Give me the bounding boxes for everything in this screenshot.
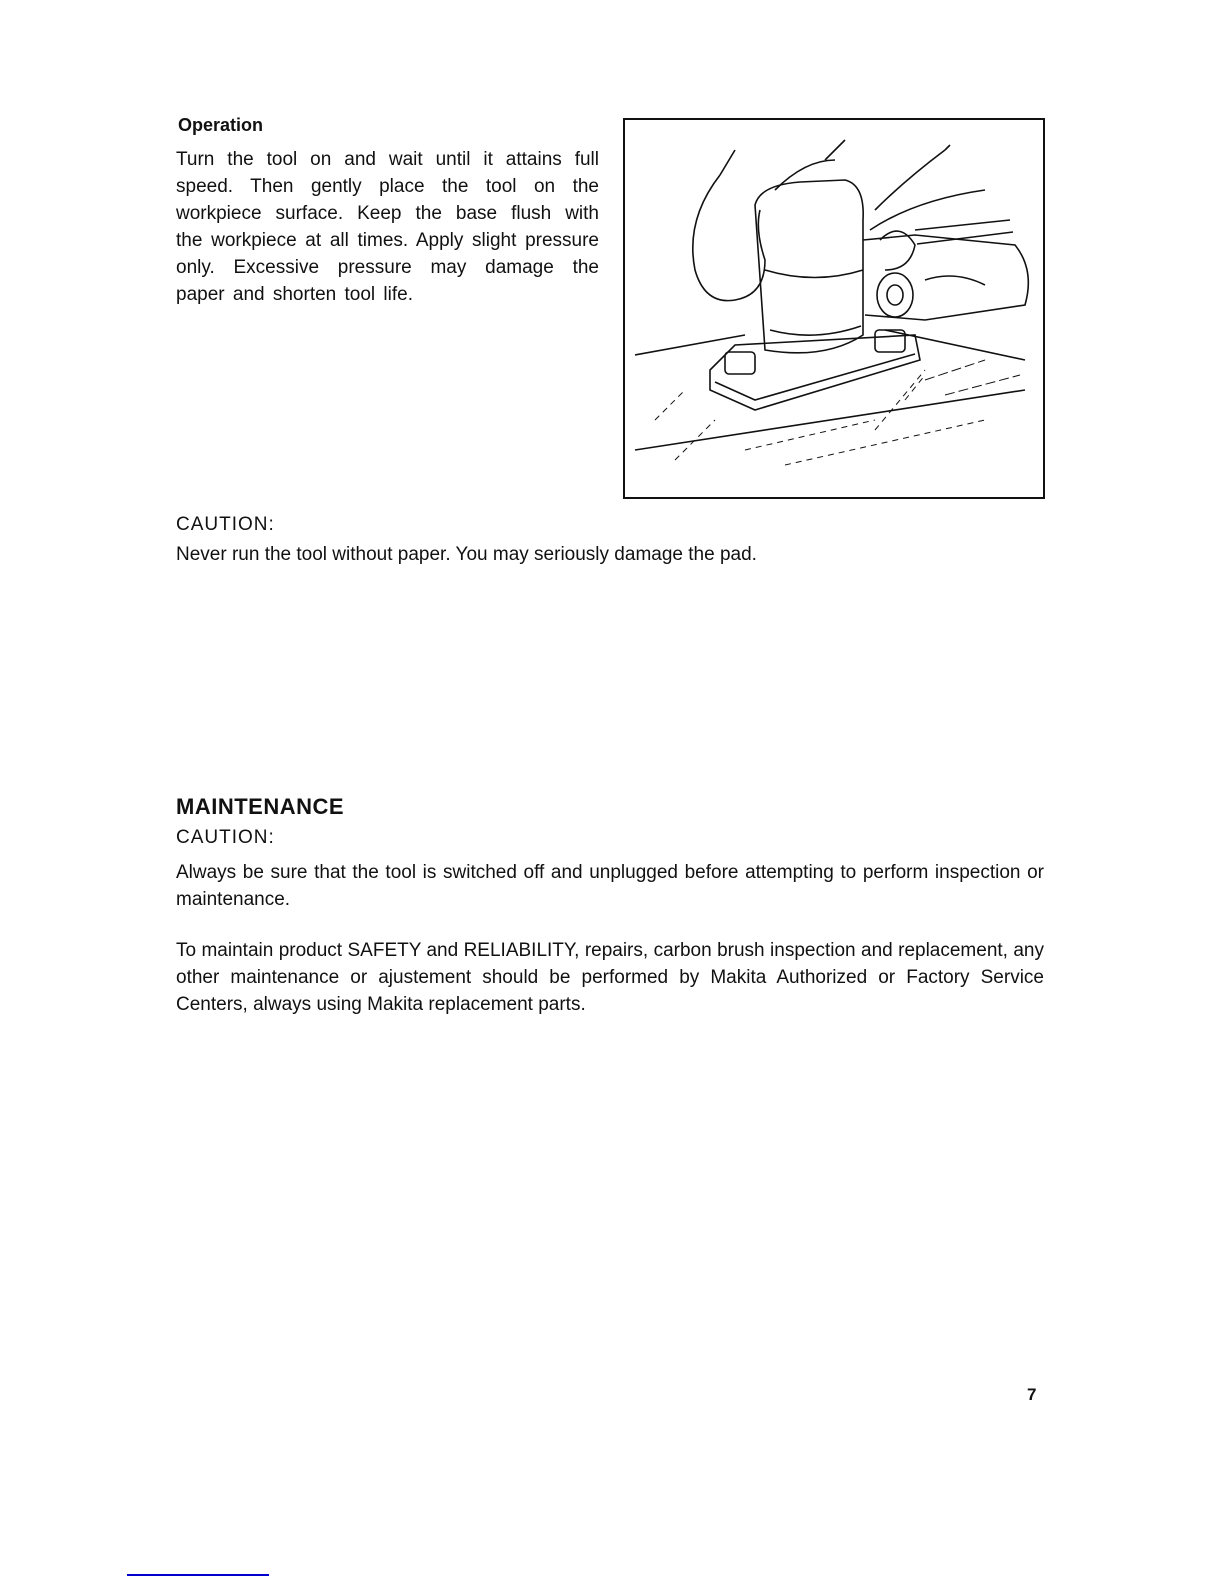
maintenance-caution-label: CAUTION: [176, 827, 275, 848]
maintenance-heading: MAINTENANCE [176, 794, 345, 819]
maintenance-caution-text: Always be sure that the tool is switched off and unplugged before attempting to perform inspection or maintenance. [176, 862, 1044, 910]
caution-label: CAUTION: [176, 514, 275, 535]
operation-text: Turn the tool on and wait until it attains full speed. Then gently place the tool on the workpiece surface. Keep the base flush with the workpiece at all times. Apply slight pressure only. Excessive pressure may damage the paper and shorten tool life. [176, 149, 599, 305]
sander-illustration [623, 118, 1045, 499]
page-number: 7 [1027, 1385, 1037, 1404]
maintenance-paragraph: To maintain product SAFETY and RELIABILITY, repairs, carbon brush inspection and replacement, any other maintenance or ajustement should be performed by Makita Authorized or Factory Service Centers, always using Makita replacement parts. [176, 940, 1044, 1015]
caution-text: Never run the tool without paper. You may seriously damage the pad. [176, 544, 757, 565]
orbital-sander-icon [625, 120, 1043, 497]
link-underline [127, 1574, 269, 1576]
operation-heading: Operation [178, 115, 264, 135]
